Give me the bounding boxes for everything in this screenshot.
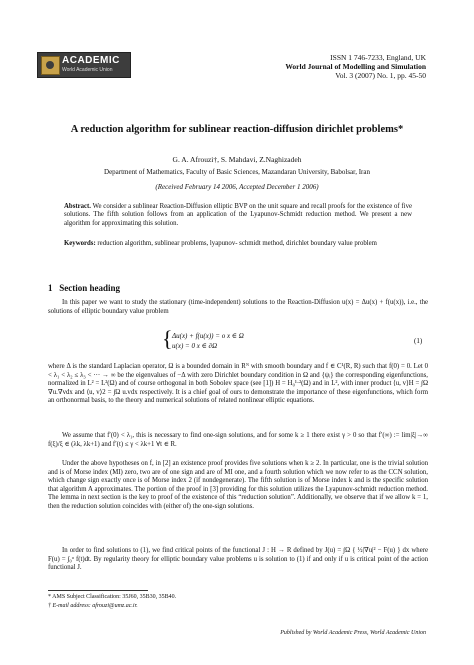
paper-dates: (Received February 14 2006, Accepted December 1 2006) (155, 183, 319, 191)
journal-volume: Vol. 3 (2007) No. 1, pp. 45-50 (335, 71, 426, 80)
footnote-email: † E-mail address: afrouzi@umz.ac.ir. (48, 603, 138, 609)
section-number: 1 (48, 283, 53, 293)
equation-1 (172, 332, 244, 351)
paragraph-assumption: We assume that f′(0) < λ₁, this is necessary to find one-sign solutions, and for some k ≥ 1 there exist γ > 0 so that f′(∞) := lim|ξ|→∞ f(ξ)/ξ ∈ (λk, λk+1) and f′(t) ≤ γ < λk+1 ∀t ∈ R. (48, 432, 428, 448)
equation-brace: { (162, 326, 173, 351)
keywords-text: reduction algorithm, sublinear problems, lyapunov- schmidt method, dirichlet boundary value problem (95, 240, 377, 247)
equation-line-1: Δu(x) + f(u(x)) = o x ∈ Ω (172, 332, 244, 340)
journal-logo (37, 52, 131, 78)
abstract-text: We consider a sublinear Reaction-Diffusion elliptic BVP on the unit square and recall proofs for the existence of five solutions. The fifth solution follows from an application of the Lyapunov-Schmidt reduction method. We present a new algorithm for approximating this solution. (64, 203, 412, 227)
paragraph-functional: In order to find solutions to (1), we find critical points of the functional J : H → R defined by J(u) = ∫Ω { ½|∇u|² − F(u) } dx where F(u) = ∫₀ᵘ f(t)dt. By regularity theory for elliptic boundary value problems u is solution to (1) if and only if u is critical point of the action functional J. (48, 547, 428, 572)
paragraph-intro: In this paper we want to study the stationary (time-independent) solutions to the Reaction-Diffusion u(x) = Δu(x) + f(u(x)), i.e., the solutions of elliptic boundary value problem (48, 299, 428, 315)
equation-line-2: u(x) = 0 x ∈ ∂Ω (172, 341, 218, 350)
publisher-footer: Published by World Academic Press, World Academic Union (280, 630, 426, 636)
logo-emblem-icon (41, 56, 60, 75)
paragraph-hypotheses: Under the above hypotheses on f, in [2] an existence proof provides five solutions when k ≥ 2. In particular, one is the trivial solution and is of Morse index (MI) zero, two are of one sign and are of MI one, and a fourth solution which we now refer to as the CCN solution, which change sign exactly once is of Morse index 2 (if nondegenerate). The fifth solution is of Morse index k and is the specific solution that algorithm A approximates. The portion of the proof in [3] providing for this solution utilizes the Lyapunov-schmidt reduction method. The lemma in next section is the key to proof of the existence of this “reduction solution”. Additionally, we observe that if we allow k = 1, then the reduction solution coincides with (either of) the one-sign solutions. (48, 460, 428, 510)
journal-issn: ISSN 1 746-7233, England, UK (330, 53, 426, 62)
journal-name: World Journal of Modelling and Simulation (285, 62, 426, 71)
paper-affiliation: Department of Mathematics, Faculty of Basic Sciences, Mazandaran University, Babolsar, Iran (104, 168, 370, 176)
footnote-ams: * AMS Subject Classification: 35J60, 35B30, 35B40. (48, 594, 177, 600)
section-title: Section heading (59, 283, 121, 293)
keywords-label: Keywords: (64, 240, 96, 247)
abstract-label: Abstract. (64, 203, 91, 210)
section-heading (48, 283, 120, 293)
footnote-rule (48, 590, 148, 591)
keywords (64, 240, 412, 248)
paper-title: A reduction algorithm for sublinear reaction-diffusion dirichlet problems* (70, 124, 404, 135)
equation-number: (1) (414, 337, 423, 345)
paragraph-laplacian: where Δ is the standard Laplacian operator, Ω is a bounded domain in Rᴺ with smooth boundary and f ∈ C¹(R, R) such that f(0) = 0. Let 0 < λ₁ < λ₂ ≤ λ₃ < ··· → ∞ be the eigenvalues of −Δ with zero Dirichlet boundary condition in Ω and {ψᵢ} the corresponding eigenfunctions, normalized in L² = L²(Ω) and of course orthogonal in both Sobolev space (see [1]) H = H₀¹·²(Ω) and in L², with inner product ⟨u, v⟩H = ∫Ω ∇u.∇vdx and ⟨u, v⟩2 = ∫Ω u.vdx respectively. It is a chief goal of ours to demonstrate the importance of these eigenfunctions, which form an orthonormal basis, to the theory and numerical solutions of related nonlinear elliptic equations. (48, 363, 428, 405)
logo-subtitle: World Academic Union (62, 67, 113, 73)
paper-authors: G. A. Afrouzi†, S. Mahdavi, Z.Naghizadeh (172, 155, 302, 164)
logo-title: ACADEMIC (62, 55, 120, 66)
abstract (64, 203, 412, 228)
